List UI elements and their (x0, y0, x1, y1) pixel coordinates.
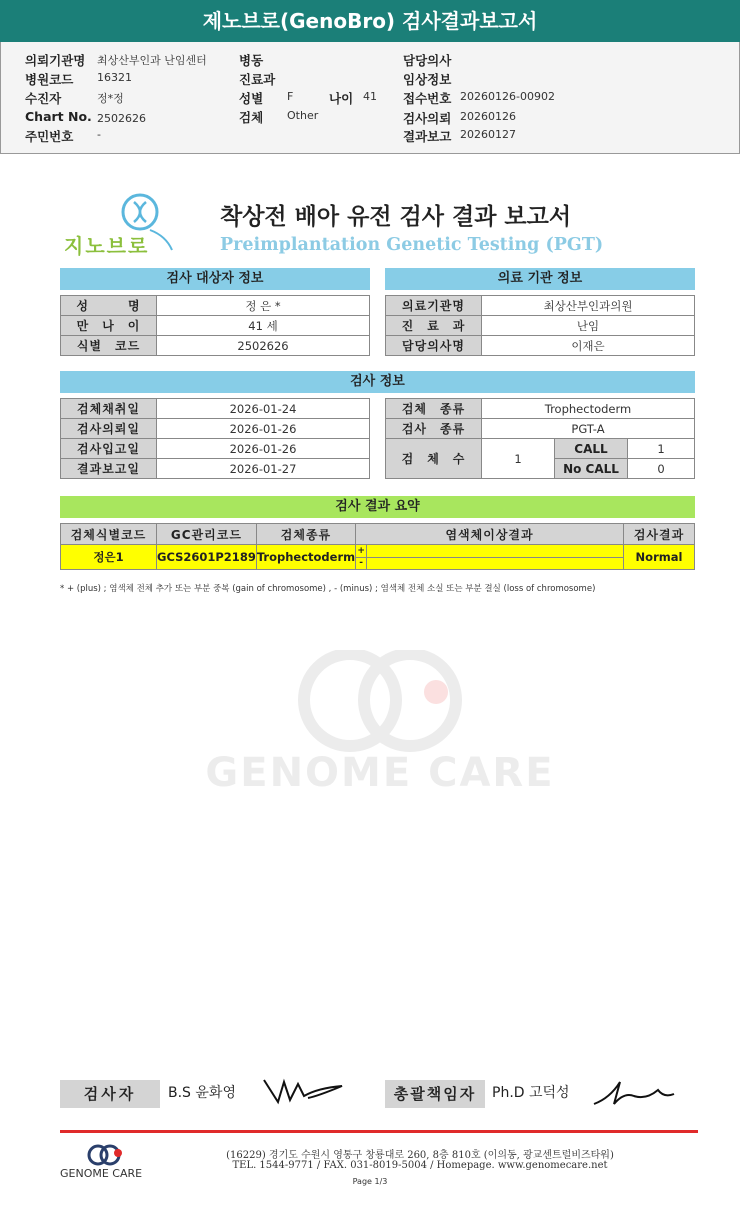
info-request-date: 검사의뢰 20260126 (403, 110, 516, 126)
director-label: 총괄책임자 (385, 1080, 485, 1108)
call-value: 1 (628, 439, 695, 459)
info-doctor: 담당의사 (403, 53, 452, 68)
row-label: 검사입고일 (61, 439, 157, 459)
row-label: 검체 종류 (386, 399, 482, 419)
row-label: 검 체 수 (386, 439, 482, 479)
info-patient: 수진자 정*정 (25, 91, 124, 106)
row-value: 2026-01-26 (157, 419, 370, 439)
footer-brand-text: GENOME CARE (60, 1167, 143, 1180)
info-hospital-code: 병원코드 16321 (25, 71, 132, 87)
row-label: 진 료 과 (386, 316, 482, 336)
director-name: Ph.D 고덕성 (492, 1085, 570, 1101)
plus-result-cell (367, 545, 624, 558)
minus-result-cell (367, 557, 624, 570)
table-row (61, 296, 370, 316)
row-value: Trophectoderm (482, 399, 695, 419)
row-value: 정 은 * (157, 296, 370, 316)
legend-note: * + (plus) ; 염색체 전체 추가 또는 부분 중복 (gain of chromosome) , - (minus) ; 염색체 전체 소실 또는 부분 결실 (loss of chromosome) (60, 584, 596, 594)
info-chart-no: Chart No. 2502626 (25, 109, 146, 125)
row-label: 만 나 이 (61, 316, 157, 336)
col-chromosome-result: 염색체이상결과 (356, 524, 624, 545)
table-row (61, 545, 695, 558)
table-row (386, 336, 695, 356)
tester-label: 검사자 (60, 1080, 160, 1108)
info-specimen: 검체 Other (239, 109, 319, 125)
col-sample-id: 검체식별코드 (61, 524, 157, 545)
subject-info-table (60, 295, 370, 356)
table-row (61, 399, 370, 419)
info-report-date: 결과보고 20260127 (403, 128, 516, 144)
row-label: 식별 코드 (61, 336, 157, 356)
table-row (61, 459, 370, 479)
row-value: 2502626 (157, 336, 370, 356)
director-signature-icon (590, 1074, 680, 1110)
no-call-label: No CALL (555, 459, 628, 479)
genobro-logo (62, 192, 182, 258)
tester-signature-icon (258, 1074, 348, 1110)
footer-divider (60, 1130, 698, 1133)
table-row (386, 399, 695, 419)
footer-brand-logo (60, 1143, 160, 1183)
row-label: 결과보고일 (61, 459, 157, 479)
info-receipt-no: 접수번호 20260126-00902 (403, 90, 555, 106)
row-value: 2026-01-27 (157, 459, 370, 479)
result-summary-header: 검사 결과 요약 (60, 496, 695, 518)
table-row (61, 316, 370, 336)
test-sample-table (385, 398, 695, 479)
test-info-header: 검사 정보 (60, 371, 695, 393)
table-row (386, 296, 695, 316)
info-hospital-name: 의뢰기관명 최상산부인과 난임센터 (25, 53, 207, 68)
row-label: 성 명 (61, 296, 157, 316)
watermark-text: GENOME CARE (205, 750, 555, 796)
row-value: 1 (482, 439, 555, 479)
col-gc-code: GC관리코드 (157, 524, 257, 545)
document-title: 착상전 배아 유전 검사 결과 보고서 (220, 204, 572, 230)
table-row (61, 419, 370, 439)
request-info-box (0, 42, 740, 154)
genome-care-logo-icon (82, 1143, 132, 1167)
gc-code-cell: GCS2601P2189 (157, 545, 257, 570)
table-row (61, 439, 370, 459)
test-result-cell: Normal (624, 545, 695, 570)
row-value: 난임 (482, 316, 695, 336)
info-resident-no: 주민번호 - (25, 128, 101, 144)
footer-address: (16229) 경기도 수원시 영통구 창룡대로 260, 8층 810호 (이의동, 광교센트럴비즈타워) (226, 1150, 614, 1161)
info-clinical: 임상정보 (403, 72, 452, 87)
subject-info-header: 검사 대상자 정보 (60, 268, 370, 290)
tester-name: B.S 윤화영 (168, 1085, 236, 1101)
row-value: PGT-A (482, 419, 695, 439)
info-sex: 성별 F (239, 90, 294, 106)
minus-marker: - (356, 557, 367, 570)
col-sample-type: 검체종류 (256, 524, 355, 545)
table-row (386, 419, 695, 439)
row-value: 2026-01-26 (157, 439, 370, 459)
sample-id-cell: 정은1 (61, 545, 157, 570)
col-test-result: 검사결과 (624, 524, 695, 545)
document-subtitle: Preimplantation Genetic Testing (PGT) (220, 235, 604, 255)
logo-text: 지노브로 (64, 234, 150, 258)
row-label: 담당의사명 (386, 336, 482, 356)
page-number: Page 1/3 (352, 1177, 388, 1186)
row-value: 이재은 (482, 336, 695, 356)
table-header-row (61, 524, 695, 545)
table-row (386, 316, 695, 336)
plus-marker: + (357, 545, 365, 556)
row-label: 의료기관명 (386, 296, 482, 316)
test-dates-table (60, 398, 370, 479)
report-title-bar: 제노브로(GenoBro) 검사결과보고서 (0, 0, 740, 42)
row-label: 검사의뢰일 (61, 419, 157, 439)
row-value: 41 세 (157, 316, 370, 336)
table-row (386, 439, 695, 459)
row-value: 2026-01-24 (157, 399, 370, 419)
result-summary-table (60, 523, 695, 570)
row-value: 최상산부인과의원 (482, 296, 695, 316)
row-label: 검사 종류 (386, 419, 482, 439)
call-label: CALL (555, 439, 628, 459)
table-row (61, 336, 370, 356)
row-label: 검체채취일 (61, 399, 157, 419)
info-department: 진료과 (239, 72, 276, 87)
institution-info-header: 의료 기관 정보 (385, 268, 695, 290)
info-age: 나이 41 (329, 90, 377, 106)
no-call-value: 0 (628, 459, 695, 479)
sample-type-cell: Trophectoderm (256, 545, 355, 570)
info-ward: 병동 (239, 53, 264, 68)
genome-care-watermark (200, 650, 560, 800)
footer-contact: TEL. 1544-9771 / FAX. 031-8019-5004 / Homepage. www.genomecare.net (232, 1160, 608, 1171)
institution-info-table (385, 295, 695, 356)
